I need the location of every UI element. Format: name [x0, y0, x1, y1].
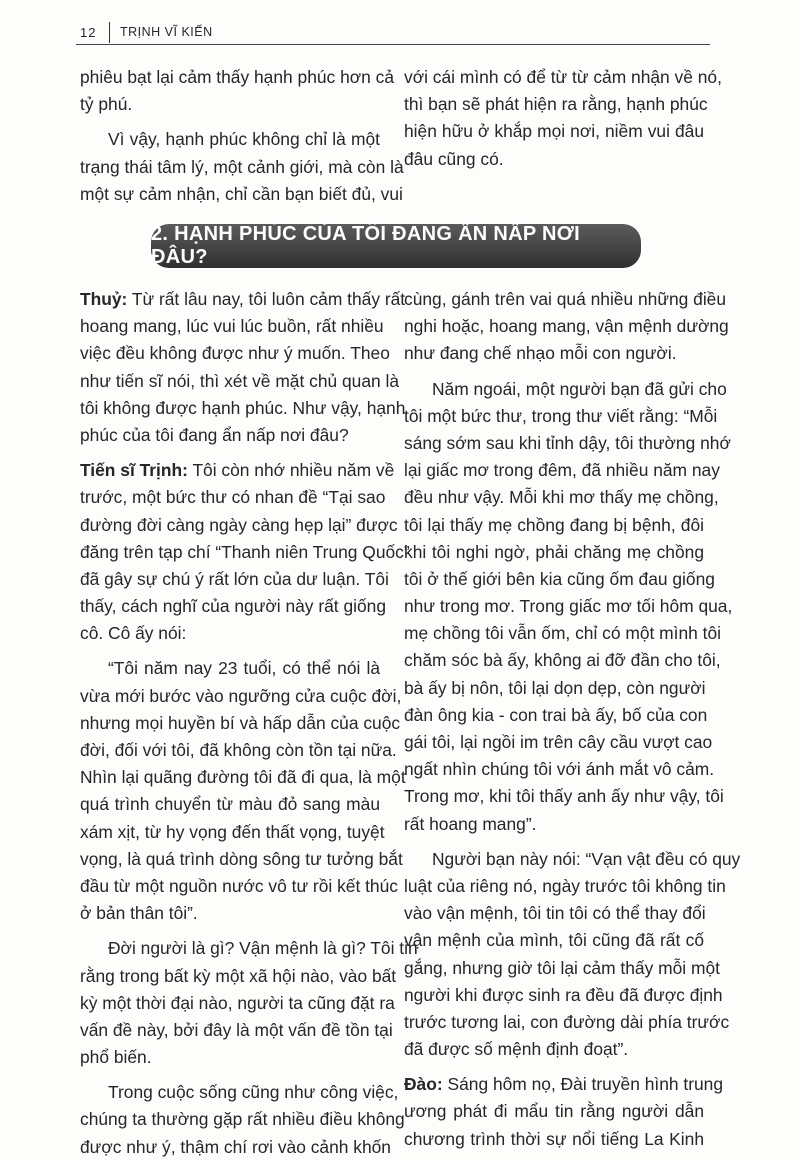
- text-line: Người bạn này nói: “Vạn vật đều có quy: [432, 848, 741, 869]
- text-line: thấy, cách nghĩ của người này rất giống: [80, 596, 386, 617]
- text-line: đàn ông kia - con trai bà ấy, bố của con: [404, 704, 708, 725]
- speaker-label: Tiến sĩ Trịnh:: [80, 460, 188, 481]
- running-header-author: TRỊNH VĨ KIẾN: [120, 25, 213, 39]
- text-line: phiêu bạt lại cảm thấy hạnh phúc hơn cả: [80, 67, 395, 87]
- text-line: sáng sớm sau khi tỉnh dậy, tôi thường nhớ: [404, 432, 731, 453]
- text-line: Nhìn lại quãng đường tôi đã đi qua, là một: [80, 767, 406, 788]
- text-line: chúng ta thường gặp rất nhiều điều không: [80, 1109, 405, 1130]
- speaker-label: Thuỷ:: [80, 289, 128, 309]
- text-line: gắng, nhưng giờ tôi lại cảm thấy mỗi một: [404, 957, 720, 978]
- text-line: thì bạn sẽ phát hiện ra rằng, hạnh phúc: [404, 94, 708, 115]
- page-number: 12: [80, 25, 97, 40]
- text-line: như tiến sĩ nói, thì xét về mặt chủ quan là: [80, 370, 400, 391]
- text-line: với cái mình có để từ từ cảm nhận về nó,: [404, 67, 722, 87]
- text-line: như đang chế nhạo mỗi con người.: [404, 343, 677, 364]
- text-line: phúc của tôi đang ẩn nấp nơi đâu?: [80, 424, 349, 445]
- text-line: Vì vậy, hạnh phúc không chỉ là một: [108, 129, 380, 150]
- text-line: đã được số mệnh định đoạt”.: [404, 1039, 629, 1060]
- text-line: lại giấc mơ trong đêm, đã nhiều năm nay: [404, 460, 720, 481]
- text-line: cô. Cô ấy nói:: [80, 623, 187, 644]
- text-line: mẹ chồng tôi vẫn ốm, chỉ có một mình tôi: [404, 623, 722, 644]
- text-line: ương phát đi mẩu tin rằng người dẫn: [404, 1101, 704, 1122]
- text-line: cùng, gánh trên vai quá nhiều những điều: [404, 289, 727, 309]
- text-line: tôi không được hạnh phúc. Như vậy, hạnh: [80, 397, 406, 418]
- running-header: [76, 22, 710, 45]
- left-column: [80, 286, 418, 1161]
- text-line: rằng trong bất kỳ một xã hội nào, vào bất: [80, 965, 397, 986]
- speaker-label: Đào:: [404, 1074, 443, 1095]
- text-line: bà ấy bị nôn, tôi lại dọn dẹp, còn người: [404, 677, 706, 698]
- text-line: vào vận mệnh, tôi tin tôi có thể thay đổi: [404, 903, 706, 924]
- text-line: vấn đề này, bởi đây là một vấn đề tồn tại: [80, 1019, 393, 1040]
- text-line: đâu cũng có.: [404, 148, 504, 169]
- text-line: ngất nhìn chúng tôi với ánh mắt vô cảm.: [404, 759, 715, 780]
- text-line: đều như vậy. Mỗi khi mơ thấy mẹ chồng,: [404, 487, 719, 508]
- header-divider: [109, 22, 110, 43]
- text-line: trước tương lai, con đường dài phía trước: [404, 1011, 730, 1032]
- text-line: đăng trên tạp chí “Thanh niên Trung Quốc”: [80, 541, 410, 562]
- right-column: [404, 286, 741, 1153]
- text-line: đầu từ một nguồn nước vô tư rồi kết thúc: [80, 875, 398, 896]
- text-line: Tiến sĩ Trịnh: Tôi còn nhớ nhiều năm về: [80, 460, 395, 481]
- text-line: vận mệnh của mình, tôi cũng đã rất cố: [404, 930, 704, 951]
- text-line: tỷ phú.: [80, 94, 133, 115]
- text-line: tôi một bức thư, trong thư viết rằng: “Mỗi: [404, 405, 718, 426]
- text-line: Trong mơ, khi tôi thấy anh ấy như vậy, tôi: [404, 786, 724, 807]
- text-line: “Tôi năm nay 23 tuổi, có thể nói là: [108, 658, 380, 679]
- text-line: chương trình thời sự nổi tiếng La Kinh: [404, 1128, 704, 1149]
- text-line: nghi hoặc, hoang mang, vận mệnh dường: [404, 316, 729, 337]
- text-line: quá trình chuyển từ màu đỏ sang màu: [80, 794, 380, 815]
- top-left-column: [80, 64, 404, 208]
- text-line: Thuỷ: Từ rất lâu nay, tôi luôn cảm thấy rất: [80, 289, 406, 309]
- text-line: Đời người là gì? Vận mệnh là gì? Tôi tin: [108, 938, 418, 959]
- text-line: luật của riêng nó, ngày trước tôi không tin: [404, 875, 726, 896]
- text-line: trạng thái tâm lý, một cảnh giới, mà còn là: [80, 156, 404, 177]
- text-line: đã gây sự chú ý rất lớn của dư luận. Tôi: [80, 568, 389, 589]
- text-line: được như ý, thậm chí rơi vào cảnh khốn: [80, 1136, 391, 1157]
- text-line: một sự cảm nhận, chỉ cần bạn biết đủ, vui: [80, 183, 403, 204]
- text-line: như trong mơ. Trong giấc mơ tối hôm qua,: [404, 596, 733, 617]
- text-line: hoang mang, lúc vui lúc buồn, rất nhiều: [80, 316, 384, 337]
- text-line: xám xịt, từ hy vọng đến thất vọng, tuyệt: [80, 821, 385, 842]
- text-line: nhưng mọi huyền bí và hấp dẫn của cuộc: [80, 712, 401, 733]
- text-line: kỳ một thời đại nào, người ta cũng đặt ra: [80, 992, 395, 1013]
- text-line: việc đều không được như ý muốn. Theo: [80, 343, 390, 364]
- text-line: ở bản thân tôi”.: [80, 903, 198, 924]
- text-line: trước, một bức thư có nhan đề “Tại sao: [80, 487, 386, 508]
- text-line: Đào: Sáng hôm nọ, Đài truyền hình trung: [404, 1074, 724, 1095]
- text-line: Trong cuộc sống cũng như công việc,: [108, 1082, 399, 1103]
- text-line: vọng, là quá trình dòng sông tư tưởng bắt: [80, 848, 403, 869]
- text-line: tôi ở thế giới bên kia cũng ốm đau giống: [404, 568, 715, 589]
- text-line: chăm sóc bà ấy, không ai đỡ đần cho tôi,: [404, 650, 721, 671]
- text-line: Năm ngoái, một người bạn đã gửi cho: [432, 378, 727, 399]
- text-line: gái tôi, lại ngồi im trên cây cầu vượt cao: [404, 732, 713, 752]
- text-line: vừa mới bước vào ngưỡng cửa cuộc đời,: [80, 685, 402, 706]
- text-line: đời, đối với tôi, đã không còn tồn tại nữa.: [80, 740, 397, 760]
- section-title-banner: [151, 224, 641, 268]
- text-line: khi tôi nghi ngờ, phải chăng mẹ chồng: [404, 541, 704, 562]
- top-right-column: [404, 64, 722, 173]
- text-line: rất hoang mang”.: [404, 813, 537, 834]
- text-line: phổ biến.: [80, 1047, 152, 1068]
- text-line: đường đời càng ngày càng hẹp lại” được: [80, 514, 398, 535]
- text-line: tôi lại thấy mẹ chồng đang bị bệnh, đôi: [404, 514, 704, 535]
- section-title: 2. HẠNH PHÚC CỦA TÔI ĐANG ẨN NẤP NƠI ĐÂU?: [151, 223, 580, 268]
- text-line: người khi được sinh ra đều đã được định: [404, 984, 723, 1005]
- text-line: hiện hữu ở khắp mọi nơi, niềm vui đâu: [404, 121, 704, 142]
